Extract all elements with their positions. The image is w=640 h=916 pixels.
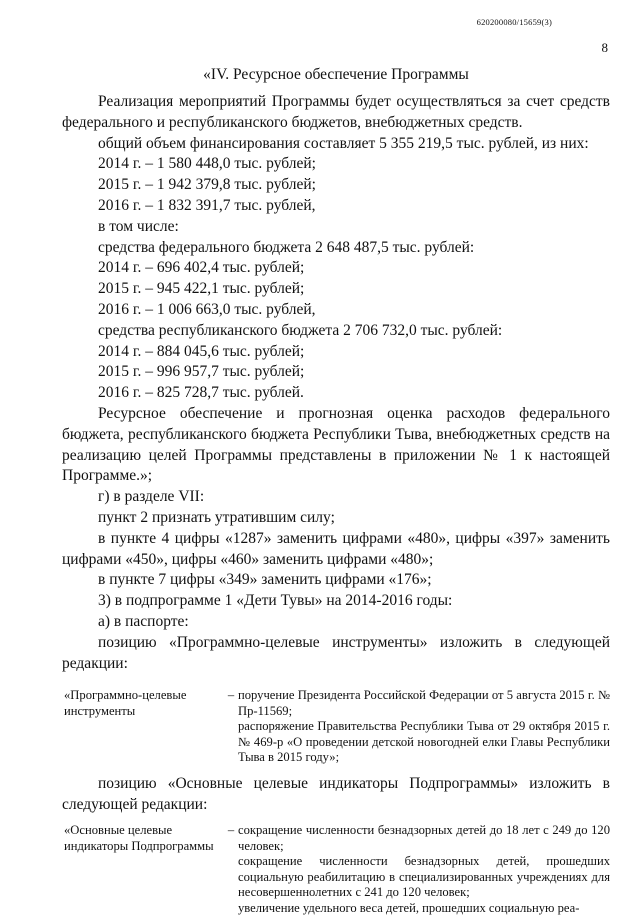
instruments-dash: – [227, 688, 235, 703]
funding-line: общий объем финансирования составляет 5 355 219,5 тыс. рублей, из них: [98, 134, 589, 152]
tail-item: в пункте 7 цифры «349» заменить цифрами «176»; [98, 571, 432, 589]
funding-line: 2014 г. – 696 402,4 тыс. рублей; [98, 259, 305, 277]
indicators-dash: – [227, 823, 235, 838]
resources-paragraph: Ресурсное обеспечение и прогнозная оценка расходов федерального бюджета, республиканского бюджета Республики Тыва, внебюджетных средств на реализацию целей Программы представлены в приложении № 1 к настоящей Программе.»; [62, 404, 610, 485]
position2-intro: позицию «Основные целевые индикаторы Подпрограммы» изложить в следующей редакции: [62, 774, 610, 813]
funding-line: 2016 г. – 825 728,7 тыс. рублей. [98, 384, 304, 402]
page-number: 8 [601, 40, 608, 55]
funding-line: 2016 г. – 1 006 663,0 тыс. рублей, [98, 300, 316, 318]
funding-line: 2015 г. – 996 957,7 тыс. рублей; [98, 363, 305, 381]
funding-line: 2014 г. – 1 580 448,0 тыс. рублей; [98, 155, 316, 173]
funding-line: средства республиканского бюджета 2 706 732,0 тыс. рублей: [98, 321, 503, 339]
tail-items [62, 570, 610, 632]
instruments-value-line: распоряжение Правительства Республики Тыва от 29 октября 2015 г. № 469-р «О проведении детской новогодней елки Главы Республики Тыва в 2015 году»; [238, 719, 610, 765]
funding-line: 2015 г. – 945 422,1 тыс. рублей; [98, 280, 305, 298]
funding-line: 2015 г. – 1 942 379,8 тыс. рублей; [98, 176, 316, 194]
funding-line: 2014 г. – 884 045,6 тыс. рублей; [98, 342, 305, 360]
instruments-value-line: поручение Президента Российской Федерации от 5 августа 2015 г. № Пр-11569; [238, 688, 610, 718]
indicators-label: «Основные целевые индикаторы Подпрограммы [64, 823, 214, 853]
instruments-label: «Программно-целевые инструменты [64, 688, 187, 718]
indicators-value-line: сокращение численности безнадзорных детей, прошедших социальную реабилитацию в специализированных учреждениях для несовершеннолетних с 241 до 120 человек; [238, 854, 610, 900]
funding-line: средства федерального бюджета 2 648 487,5 тыс. рублей: [98, 238, 475, 256]
instruments-value [238, 688, 610, 766]
indicators-value-line: увеличение удельного веса детей, прошедших социальную реа- [238, 900, 580, 915]
tail-item: 3) в подпрограмме 1 «Дети Тувы» на 2014-2016 годы: [98, 592, 453, 610]
document-body [62, 66, 610, 916]
position1-intro: позицию «Программно-целевые инструменты» изложить в следующей редакции: [62, 633, 610, 672]
funding-lines [62, 134, 610, 404]
section-item: пункт 2 признать утратившим силу; [98, 508, 335, 526]
point4-paragraph: в пункте 4 цифры «1287» заменить цифрами «480», цифры «397» заменить цифрами «450», цифры «460» заменить цифрами «480»; [62, 529, 610, 568]
tail-item: а) в паспорте: [98, 612, 189, 630]
funding-line: 2016 г. – 1 832 391,7 тыс. рублей, [98, 196, 316, 214]
indicators-table [62, 823, 610, 916]
section-items [62, 487, 610, 529]
indicators-value-line: сокращение численности безнадзорных детей до 18 лет с 249 до 120 человек; [238, 823, 610, 853]
section-heading: «IV. Ресурсное обеспечение Программы [203, 66, 469, 83]
instruments-table [62, 688, 610, 766]
indicators-value [238, 823, 610, 916]
funding-line: в том числе: [98, 217, 179, 235]
intro-paragraph: Реализация мероприятий Программы будет осуществляться за счет средств федерального и республиканского бюджетов, внебюджетных средств. [62, 93, 610, 131]
document-id: 620200080/15659(3) [476, 17, 552, 27]
section-item: г) в разделе VII: [98, 488, 205, 506]
